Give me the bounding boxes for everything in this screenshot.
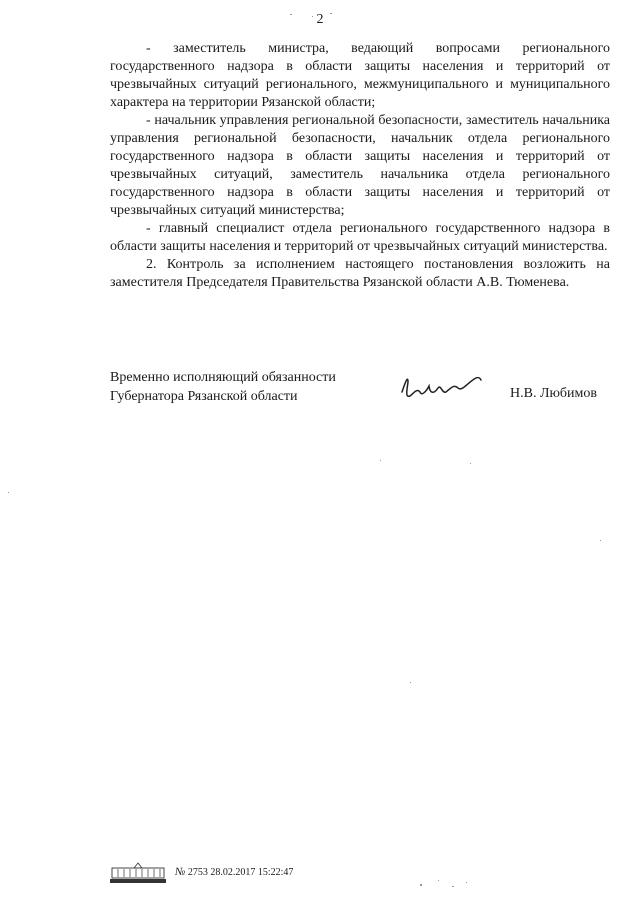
document-body [110,40,610,292]
signatory-name: Н.В. Любимов [510,386,597,401]
paragraph-department-heads: - начальник управления региональной безопасности, заместитель начальника управления региональной безопасности, начальник отдела регионального государственного надзора в области защиты населения и территорий от чрезвычайных ситуаций, заместитель начальника отдела регионального государственного надзора в области защиты населения и территорий от чрезвычайных ситуаций министерства; [110,113,610,218]
position-line-1: Временно исполняющий обязанности [110,370,336,385]
scan-speck [466,882,467,883]
scan-speck [290,14,292,15]
registration-stamp [175,866,293,878]
scan-speck [420,884,422,886]
position-line-2: Губернатора Рязанской области [110,389,298,404]
handwritten-signature [398,372,488,406]
scan-speck [312,16,313,17]
scan-speck [410,682,411,683]
paragraph-deputy-minister: - заместитель министра, ведающий вопросами регионального государственного надзора в области защиты населения и территорий от чрезвычайных ситуаций регионального, межмуниципального и муниципального характера на территории Рязанской области; [110,41,610,110]
paragraph-control: 2. Контроль за исполнением настоящего постановления возложить на заместителя Председателя Правительства Рязанской области А.В. Тюменева. [110,257,610,290]
scan-speck [600,540,601,541]
scan-speck [330,13,332,14]
scan-speck [470,463,471,464]
page-number: 2 [316,12,324,27]
scan-speck [380,460,381,461]
registration-datetime: 28.02.2017 15:22:47 [210,867,294,878]
scan-speck [438,880,439,881]
scan-speck [8,492,9,493]
signatory-position [110,368,336,406]
document-number: 2753 [187,867,208,878]
number-sign: № [175,866,186,878]
scan-speck [452,886,454,887]
paragraph-chief-specialist: - главный специалист отдела регионального государственного надзора в области защиты населения и территорий от чрезвычайных ситуаций министерства. [110,221,610,254]
building-logo-icon [108,860,168,886]
